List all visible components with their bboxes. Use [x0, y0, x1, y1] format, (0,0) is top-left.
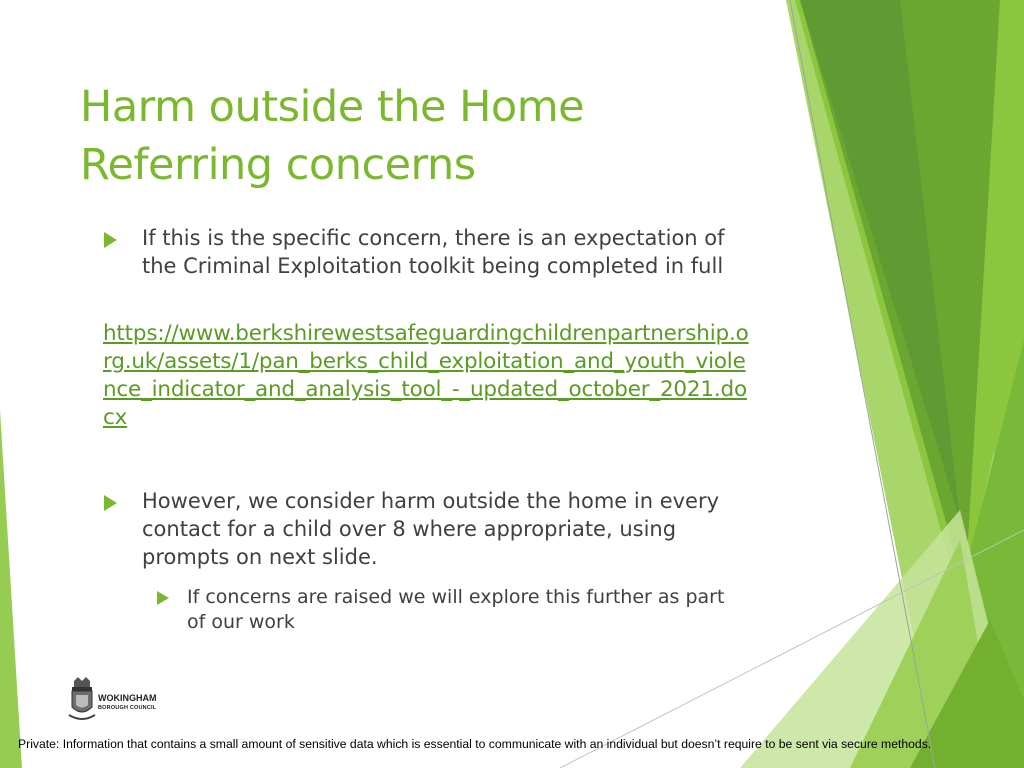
toolkit-link[interactable]: https://www.berkshirewestsafeguardingchildrenpartnership.org.uk/assets/1/pan_berks_child_exploitation_and_youth_violence_indicator_and_analysis_tool_-_updated_october_2021.docx — [103, 321, 749, 430]
title-line-2: Referring concerns — [80, 140, 476, 190]
council-name-line2: BOROUGH COUNCIL — [98, 705, 157, 711]
council-name — [98, 693, 157, 713]
bullet-toolkit-text: If this is the specific concern, there is an expectation of the Criminal Exploitation toolkit being completed in full — [142, 226, 725, 278]
slide-title — [80, 78, 740, 194]
sub-bullet-explore — [157, 585, 757, 641]
bullet-every-contact-text: However, we consider harm outside the home in every contact for a child over 8 where appropriate, using prompts on next slide. — [142, 489, 720, 569]
title-line-1: Harm outside the Home — [80, 82, 585, 132]
sub-bullet-explore-text: If concerns are raised we will explore this further as part of our work — [187, 586, 725, 633]
footer-classification: Private: Information that contains a small amount of sensitive data which is essential to communicate with an individual but doesn’t require to be sent via secure methods. — [18, 737, 932, 751]
bullet-arrow-icon — [104, 495, 117, 511]
sub-bullet-arrow-icon — [157, 591, 169, 605]
bullet-arrow-icon — [104, 232, 117, 248]
bullet-toolkit — [104, 224, 744, 314]
council-name-line1: WOKINGHAM — [98, 693, 157, 703]
bullet-every-contact — [104, 487, 754, 577]
